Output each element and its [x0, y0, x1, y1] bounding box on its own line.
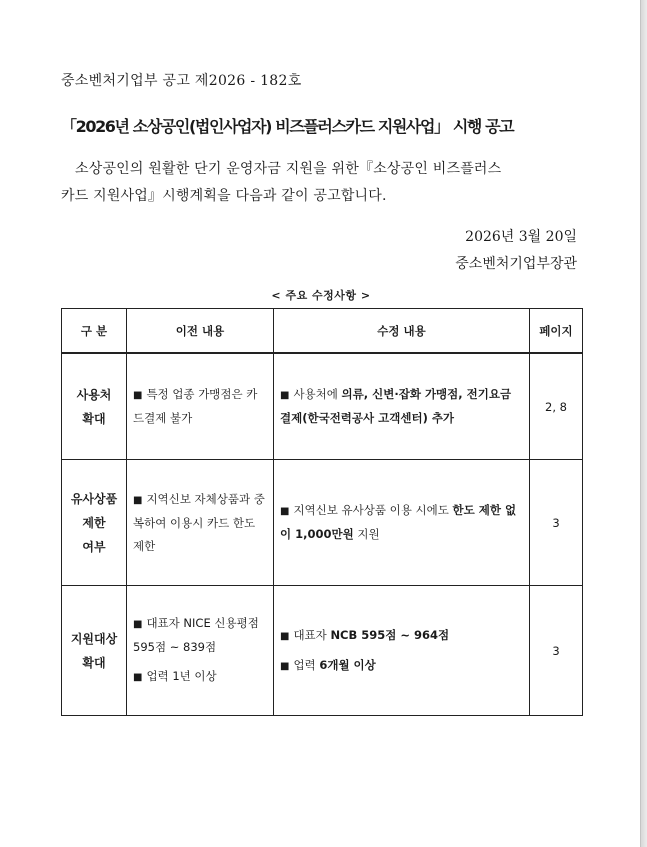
after-item	[280, 499, 523, 546]
category-line: 여부	[82, 539, 106, 554]
before-text: 대표자 NICE 신용평점 595점 ~ 839점	[133, 616, 259, 654]
category-line: 사용처	[76, 387, 112, 402]
category-line: 확대	[82, 655, 106, 670]
row-before	[127, 353, 274, 460]
before-item	[133, 612, 267, 659]
category-line: 유사상품	[70, 491, 118, 506]
after-text-bold: NCB 595점 ~ 964점	[330, 627, 450, 642]
bullet-icon: ■	[133, 672, 143, 683]
row-page: 2, 8	[530, 353, 583, 460]
signer: 중소벤처기업부장관	[455, 256, 577, 272]
before-item	[133, 488, 267, 558]
header-before: 이전 내용	[127, 309, 274, 354]
bullet-icon: ■	[133, 619, 143, 630]
after-text-bold: 의류, 신변·잡화 가맹점, 전기요금 결제(한국전력공사 고객센터) 추가	[280, 387, 512, 425]
after-text: 업력	[293, 657, 320, 672]
row-category	[62, 353, 127, 460]
row-after	[274, 586, 530, 716]
page-edge	[640, 0, 647, 847]
header-category: 구 분	[62, 309, 127, 354]
category-line: 확대	[82, 411, 106, 426]
after-text: 지역신보 유사상품 이용 시에도	[293, 503, 453, 517]
table-header-row	[62, 309, 583, 354]
notice-number: 중소벤처기업부 공고 제2026 - 182호	[61, 73, 302, 89]
table-caption: < 주요 수정사항 >	[271, 289, 371, 302]
intro-paragraph	[61, 156, 585, 210]
after-item	[280, 624, 523, 648]
after-text: 지원	[353, 527, 380, 541]
after-text: 대표자	[293, 627, 331, 642]
row-before	[127, 460, 274, 586]
after-text-bold: 한도 제한 없이 1,000만원	[280, 503, 517, 541]
row-page: 3	[530, 460, 583, 586]
notice-date: 2026년 3월 20일	[465, 229, 577, 245]
header-after: 수정 내용	[274, 309, 530, 354]
row-category	[62, 460, 127, 586]
before-item	[133, 665, 267, 689]
header-page: 페이지	[530, 309, 583, 354]
bullet-icon: ■	[280, 630, 290, 642]
intro-line-2: 카드 지원사업』시행계획을 다음과 같이 공고합니다.	[61, 188, 387, 204]
category-line: 지원대상	[70, 631, 118, 646]
intro-line-1: 소상공인의 원활한 단기 운영자금 지원을 위한『소상공인 비즈플러스	[75, 161, 502, 177]
after-text: 사용처에	[293, 387, 342, 401]
after-text-bold: 6개월 이상	[319, 657, 376, 672]
document-title: 「2026년 소상공인(법인사업자) 비즈플러스카드 지원사업」 시행 공고	[61, 117, 514, 136]
table-row	[62, 460, 583, 586]
bullet-icon: ■	[133, 494, 143, 506]
before-text: 업력 1년 이상	[146, 669, 217, 683]
before-text: 지역신보 자체상품과 중복하여 이용시 카드 한도 제한	[133, 491, 265, 553]
after-item	[280, 383, 523, 430]
bullet-icon: ■	[280, 506, 290, 517]
row-before	[127, 586, 274, 716]
table-row	[62, 353, 583, 460]
row-page: 3	[530, 586, 583, 716]
before-item	[133, 383, 267, 430]
row-after	[274, 353, 530, 460]
after-item	[280, 654, 523, 678]
bullet-icon: ■	[280, 390, 290, 401]
table-row	[62, 586, 583, 716]
before-text: 특정 업종 가맹점은 카드결제 불가	[133, 387, 258, 425]
bullet-icon: ■	[133, 390, 143, 401]
row-after	[274, 460, 530, 586]
category-line: 제한	[82, 515, 106, 530]
changes-table	[61, 308, 583, 716]
bullet-icon: ■	[280, 660, 290, 672]
row-category	[62, 586, 127, 716]
